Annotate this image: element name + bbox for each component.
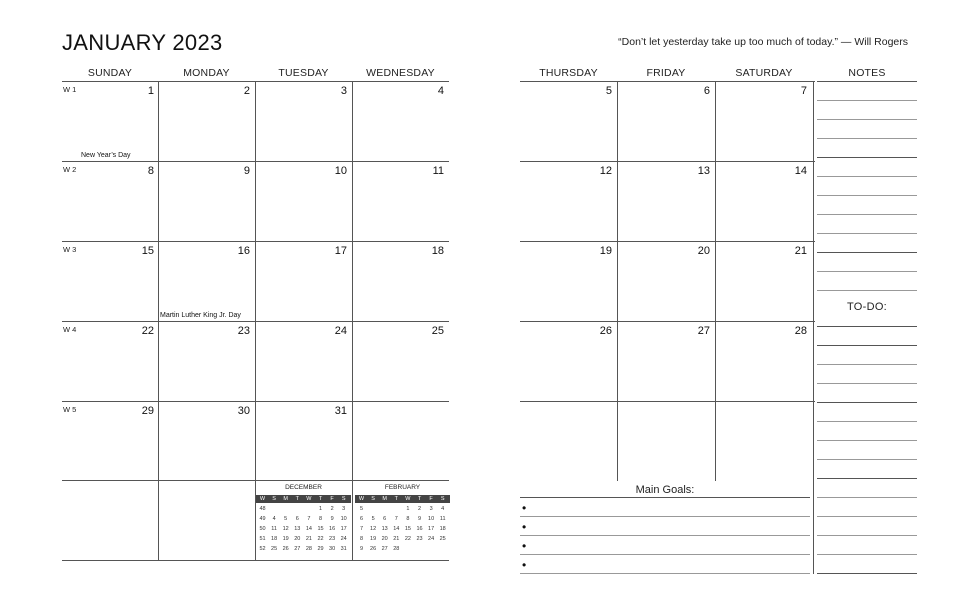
- mini-calendar-weekday: S: [341, 496, 346, 502]
- date-jan-2: 2: [243, 85, 250, 97]
- mini-calendar-day: 7: [394, 516, 398, 522]
- mini-calendar-day: 4: [272, 516, 276, 522]
- date-jan-13: 13: [697, 165, 710, 177]
- mini-calendar-day: 13: [294, 526, 301, 532]
- mini-calendar-day: 16: [329, 526, 336, 532]
- mini-calendar-day: 11: [271, 526, 277, 532]
- mini-calendar-weekday: W: [259, 496, 266, 502]
- mini-calendar-day: 5: [284, 516, 288, 522]
- mini-calendar-header: [256, 495, 351, 503]
- mini-calendar-day: 12: [282, 526, 289, 532]
- week-label-5: W 5: [63, 405, 77, 414]
- date-jan-24: 24: [334, 325, 347, 337]
- mini-calendar-day: 28: [393, 546, 400, 552]
- mini-calendar-day: 20: [294, 536, 301, 542]
- mini-calendar-weekday: T: [318, 496, 323, 502]
- mini-calendar-day: 18: [271, 536, 278, 542]
- date-jan-31: 31: [334, 405, 347, 417]
- date-jan-16: 16: [237, 245, 250, 257]
- mini-calendar-day: 31: [340, 546, 347, 552]
- goal-bullet: •: [522, 501, 527, 515]
- mini-calendar-day: 29: [317, 546, 324, 552]
- date-jan-18: 18: [431, 245, 444, 257]
- mini-calendar-day: 30: [329, 546, 336, 552]
- mini-calendar-day: 8: [406, 516, 410, 522]
- mini-calendar-day: 17: [428, 526, 435, 532]
- date-jan-29: 29: [141, 405, 154, 417]
- goal-bullet: •: [522, 558, 527, 572]
- week-label-1: W 1: [63, 85, 77, 94]
- mini-calendar-title: FEBRUARY: [384, 484, 421, 491]
- mini-calendar-day: 3: [429, 506, 433, 512]
- date-jan-15: 15: [141, 245, 154, 257]
- mini-calendar-day: 16: [416, 526, 423, 532]
- date-jan-27: 27: [697, 325, 710, 337]
- mini-calendar-day: 28: [305, 546, 312, 552]
- week-label-4: W 4: [63, 325, 77, 334]
- header-thursday: THURSDAY: [539, 67, 598, 79]
- mini-calendar-december: [256, 480, 351, 560]
- date-jan-17: 17: [334, 245, 347, 257]
- mini-calendar-week-number: 49: [259, 516, 266, 522]
- header-wednesday: WEDNESDAY: [366, 67, 435, 79]
- mini-calendar-february: [355, 480, 450, 560]
- mini-calendar-day: 27: [381, 546, 388, 552]
- mini-calendar-day: 1: [318, 506, 323, 512]
- mini-calendar-day: 27: [294, 546, 301, 552]
- quote: “Don’t let yesterday take up too much of today.” — Will Rogers: [618, 36, 908, 48]
- mini-calendar-day: 26: [370, 546, 377, 552]
- todo-label: TO-DO:: [846, 301, 888, 313]
- mini-calendar-title: DECEMBER: [285, 484, 322, 491]
- date-jan-28: 28: [794, 325, 807, 337]
- mini-calendar-day: 4: [441, 506, 445, 512]
- page-title: JANUARY 2023: [62, 30, 223, 55]
- mini-calendar-week-number: 52: [259, 546, 266, 552]
- mini-calendar-day: 20: [381, 536, 388, 542]
- mini-calendar-day: 24: [340, 536, 347, 542]
- mini-calendar-day: 15: [317, 526, 324, 532]
- mini-calendar-day: 10: [428, 516, 435, 522]
- date-jan-10: 10: [334, 165, 347, 177]
- mini-calendar-day: 26: [282, 546, 289, 552]
- mini-calendar-weekday: S: [371, 496, 375, 502]
- mini-calendar-day: 6: [383, 516, 387, 522]
- goal-bullet: •: [522, 520, 527, 534]
- mini-calendar-day: 15: [404, 526, 411, 532]
- date-jan-23: 23: [237, 325, 250, 337]
- mini-calendar-day: 22: [404, 536, 411, 542]
- mini-calendar-day: 24: [428, 536, 435, 542]
- date-jan-12: 12: [599, 165, 612, 177]
- date-jan-4: 4: [437, 85, 444, 97]
- mini-calendar-day: 3: [342, 506, 346, 512]
- header-notes: NOTES: [848, 67, 886, 79]
- mini-calendar-weekday: S: [440, 496, 445, 502]
- mini-calendar-weekday: T: [295, 496, 299, 502]
- mini-calendar-day: 22: [317, 536, 324, 542]
- mini-calendar-week-number: 8: [359, 536, 364, 542]
- mini-calendar-week-number: 51: [259, 536, 266, 542]
- mini-calendar-weekday: M: [283, 496, 288, 502]
- date-jan-7: 7: [800, 85, 807, 97]
- mini-calendar-day: 18: [439, 526, 446, 532]
- date-jan-1: 1: [147, 85, 154, 97]
- main-goals-label: Main Goals:: [635, 484, 695, 496]
- date-jan-3: 3: [340, 85, 347, 97]
- mini-calendar-day: 5: [371, 516, 375, 522]
- mini-calendar-day: 19: [370, 536, 377, 542]
- date-jan-25: 25: [431, 325, 444, 337]
- mini-calendar-day: 6: [295, 516, 299, 522]
- mini-calendar-day: 1: [406, 506, 410, 512]
- date-jan-20: 20: [697, 245, 710, 257]
- header-monday: MONDAY: [183, 67, 230, 79]
- date-jan-8: 8: [147, 165, 154, 177]
- mini-calendar-day: 8: [318, 516, 323, 522]
- date-jan-11: 11: [432, 165, 444, 177]
- mini-calendar-week-number: 50: [259, 526, 266, 532]
- mini-calendar-day: 7: [307, 516, 311, 522]
- mini-calendar-day: 14: [393, 526, 400, 532]
- mini-calendar-day: 2: [417, 506, 422, 512]
- mini-calendar-week-number: 48: [259, 506, 266, 512]
- holiday-new-years: New Year’s Day: [81, 152, 131, 159]
- mini-calendar-day: 23: [329, 536, 336, 542]
- mini-calendar-day: 25: [271, 546, 278, 552]
- mini-calendar-weekday: T: [394, 496, 398, 502]
- date-jan-6: 6: [703, 85, 710, 97]
- mini-calendar-day: 10: [340, 516, 347, 522]
- mini-calendar-weekday: W: [306, 496, 312, 502]
- date-jan-26: 26: [599, 325, 612, 337]
- date-jan-19: 19: [599, 245, 612, 257]
- mini-calendar-day: 2: [330, 506, 334, 512]
- header-saturday: SATURDAY: [735, 67, 793, 79]
- mini-calendar-weekday: W: [358, 496, 365, 502]
- date-jan-9: 9: [243, 165, 250, 177]
- mini-calendar-week-number: 5: [359, 506, 364, 512]
- date-jan-30: 30: [237, 405, 250, 417]
- mini-calendar-day: 17: [340, 526, 347, 532]
- mini-calendar-week-number: 6: [359, 516, 364, 522]
- mini-calendar-weekday: S: [272, 496, 276, 502]
- mini-calendar-weekday: W: [405, 496, 411, 502]
- header-tuesday: TUESDAY: [278, 67, 329, 79]
- goal-bullet: •: [522, 539, 527, 553]
- header-sunday: SUNDAY: [87, 67, 133, 79]
- date-jan-21: 21: [794, 245, 807, 257]
- date-jan-22: 22: [141, 325, 154, 337]
- date-jan-5: 5: [605, 85, 612, 97]
- mini-calendar-weekday: F: [330, 496, 334, 502]
- mini-calendar-week-number: 9: [359, 546, 364, 552]
- mini-calendar-day: 9: [417, 516, 422, 522]
- mini-calendar-day: 21: [305, 536, 312, 542]
- mini-calendar-weekday: T: [417, 496, 422, 502]
- mini-calendar-week-number: 7: [359, 526, 364, 532]
- mini-calendar-day: 12: [370, 526, 377, 532]
- mini-calendar-day: 9: [330, 516, 334, 522]
- mini-calendar-day: 19: [282, 536, 289, 542]
- week-label-3: W 3: [63, 245, 77, 254]
- mini-calendar-day: 21: [393, 536, 400, 542]
- mini-calendar-weekday: F: [429, 496, 433, 502]
- header-friday: FRIDAY: [646, 67, 686, 79]
- week-label-2: W 2: [63, 165, 77, 174]
- date-jan-14: 14: [794, 165, 807, 177]
- holiday-mlk: Martin Luther King Jr. Day: [160, 312, 241, 319]
- mini-calendar-day: 14: [305, 526, 312, 532]
- mini-calendar-weekday: M: [382, 496, 387, 502]
- mini-calendar-day: 13: [381, 526, 388, 532]
- mini-calendar-header: [355, 495, 450, 503]
- mini-calendar-day: 23: [416, 536, 423, 542]
- mini-calendar-day: 25: [439, 536, 446, 542]
- mini-calendar-day: 11: [439, 516, 446, 522]
